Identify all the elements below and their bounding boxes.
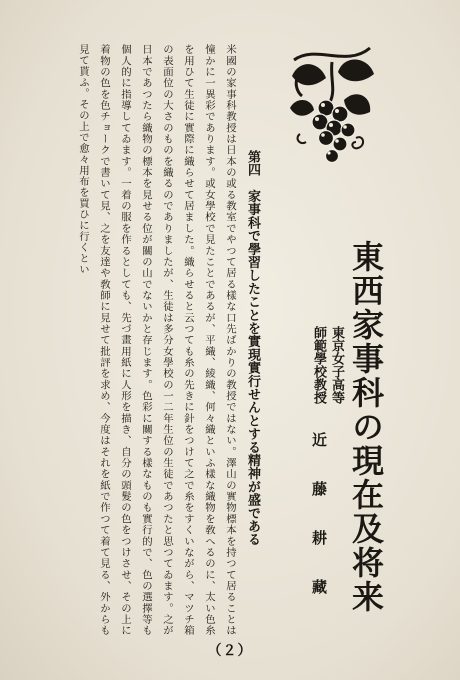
grape-vine-icon [286, 38, 378, 168]
author-affiliation-line1: 東京女子高等 [329, 326, 344, 404]
body-text [40, 44, 240, 636]
body-paragraph: 米國の家事科教授は日本の或る教室でやつて居る樣な口先ばかりの教授ではない。澤山の實物標本を持つて居ることは憧かに一異彩であります。或女學校で見たことであるが、平織、綾織、何々織といふ樣な織物を敎へるのに、太い色糸を用ひて生徒に實際に織らせて居ました。織らせると云つても糸の先きに針をつけて之で糸をすくいながら、マツチ箱の表面位の大さのものを織るのでありましたが、生徒は多分女學校の一二年生位の生徒であつたと思つてゐます。之が日本であつたら織物の標本を見せる位が關の山でないかと存じます。色彩に關する樣なものも實行的で、色の選擇等も個人的に指導してゐます。一着の服を作るとしても、先づ畫用紙に人形を描き、自分の頭髮の色をつけさせ、その上に着物の色を色チョークで書いて見、之を友達や敎師に見せて批評を求め、今度はそれを紙で作つて着て見る、外からも見て貰ふ。その上で愈々用布を買ひに行くとい [77, 44, 236, 636]
section-heading: 第四 家事科で學習したことを實現實行せんとする精神が盛である [245, 150, 260, 546]
article-title: 東西家事科の現在及将来 [347, 240, 385, 614]
page-number: （２） [207, 643, 253, 659]
author-name: 近藤耕藏 [310, 432, 328, 628]
author-affiliation-line2: 師範學校教授 [311, 326, 326, 404]
